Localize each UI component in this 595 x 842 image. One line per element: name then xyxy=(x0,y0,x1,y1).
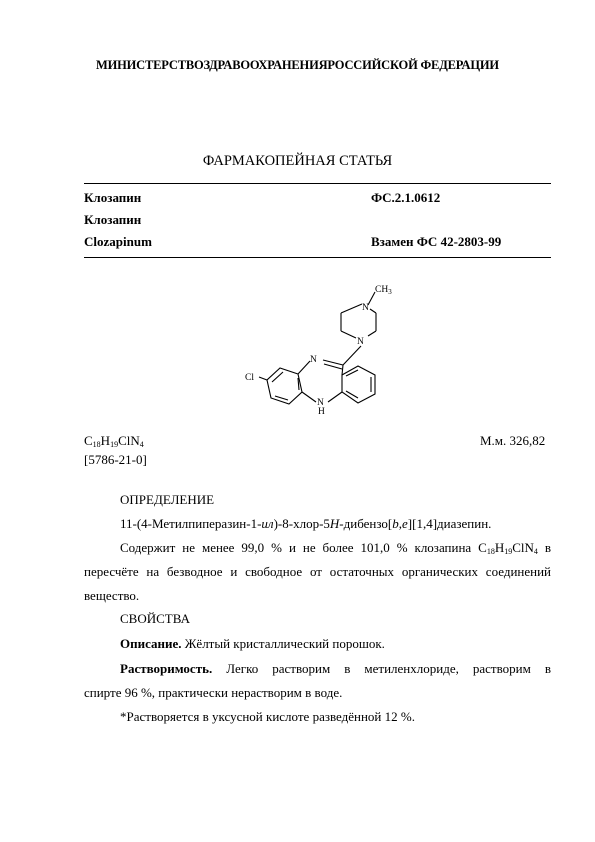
molecular-formula: $C_{18}H_{19}ClN_4$ xyxy=(84,433,144,449)
imine-bond xyxy=(324,364,342,369)
content-line-2: пересчёте на безводное и свободное от остаточных органических соединений xyxy=(84,564,551,579)
fs-code: ФС.2.1.0612 xyxy=(371,190,441,205)
definition-heading: ОПРЕДЕЛЕНИЕ xyxy=(120,492,215,507)
content-line-1: Содержит не менее 99,0 % и не более 101,0 % клозапина $C_{18}H_{19}ClN_4$ в xyxy=(120,540,551,556)
ring-to-nh-bond xyxy=(302,392,316,402)
pip-to-c11-bond xyxy=(343,346,361,365)
right-benzene-double xyxy=(346,391,358,398)
document-type-title: ФАРМАКОПЕЙНАЯ СТАТЬЯ xyxy=(202,153,393,169)
content-line-3: вещество. xyxy=(84,588,140,603)
nh-n-label: N xyxy=(317,398,324,408)
nh-to-ring-bond xyxy=(328,392,342,402)
ru-name-2: Клозапин xyxy=(84,212,142,227)
n-label-imine: N xyxy=(310,355,317,365)
molecular-weight: М.м. 326,82 xyxy=(480,433,546,448)
ru-name-1: Клозапин xyxy=(84,190,142,205)
acetic-acid-note: *Растворяется в уксусной кислоте разведённой 12 %. xyxy=(120,709,415,724)
pip-bond xyxy=(368,331,376,336)
nh-h-label: H xyxy=(318,407,325,417)
ministry-header: МИНИСТЕРСТВОЗДРАВООХРАНЕНИЯРОССИЙСКОЙ ФЕДЕРАЦИИ xyxy=(96,58,499,72)
pip-bond xyxy=(341,331,356,338)
c11-to-ring-bond xyxy=(342,365,343,375)
methyl-bond xyxy=(368,292,375,305)
properties-heading: СВОЙСТВА xyxy=(120,611,190,626)
chemical-name: 11-(4-Метилпиперазин-1-ил)-8-хлор-5H-дибензо[b,e][1,4]диазепин. xyxy=(120,516,492,531)
cl-bond xyxy=(259,377,267,380)
description-line: Описание. Жёлтый кристаллический порошок. xyxy=(120,636,385,651)
n-label-pip: N xyxy=(357,337,364,347)
solubility-line-1: Растворимость. Легко растворим в метиленхлориде, растворим в xyxy=(120,661,551,676)
pip-bond xyxy=(370,309,376,313)
left-benzene-double xyxy=(275,396,288,400)
solubility-line-2: спирте 96 %, практически нерастворим в воде. xyxy=(84,685,343,700)
right-benzene xyxy=(342,366,375,403)
right-benzene-double xyxy=(346,370,358,376)
latin-name: Clozapinum xyxy=(84,234,152,249)
cl-label: Cl xyxy=(245,373,254,383)
replaces-text: Взамен ФС 42-2803-99 xyxy=(371,234,502,249)
n-to-ring-bond xyxy=(298,361,310,374)
methyl-label: $CH_3$ xyxy=(375,285,392,296)
n-label-top: N xyxy=(362,303,369,313)
cas-number: [5786-21-0] xyxy=(84,452,147,467)
pip-bond xyxy=(341,304,362,313)
